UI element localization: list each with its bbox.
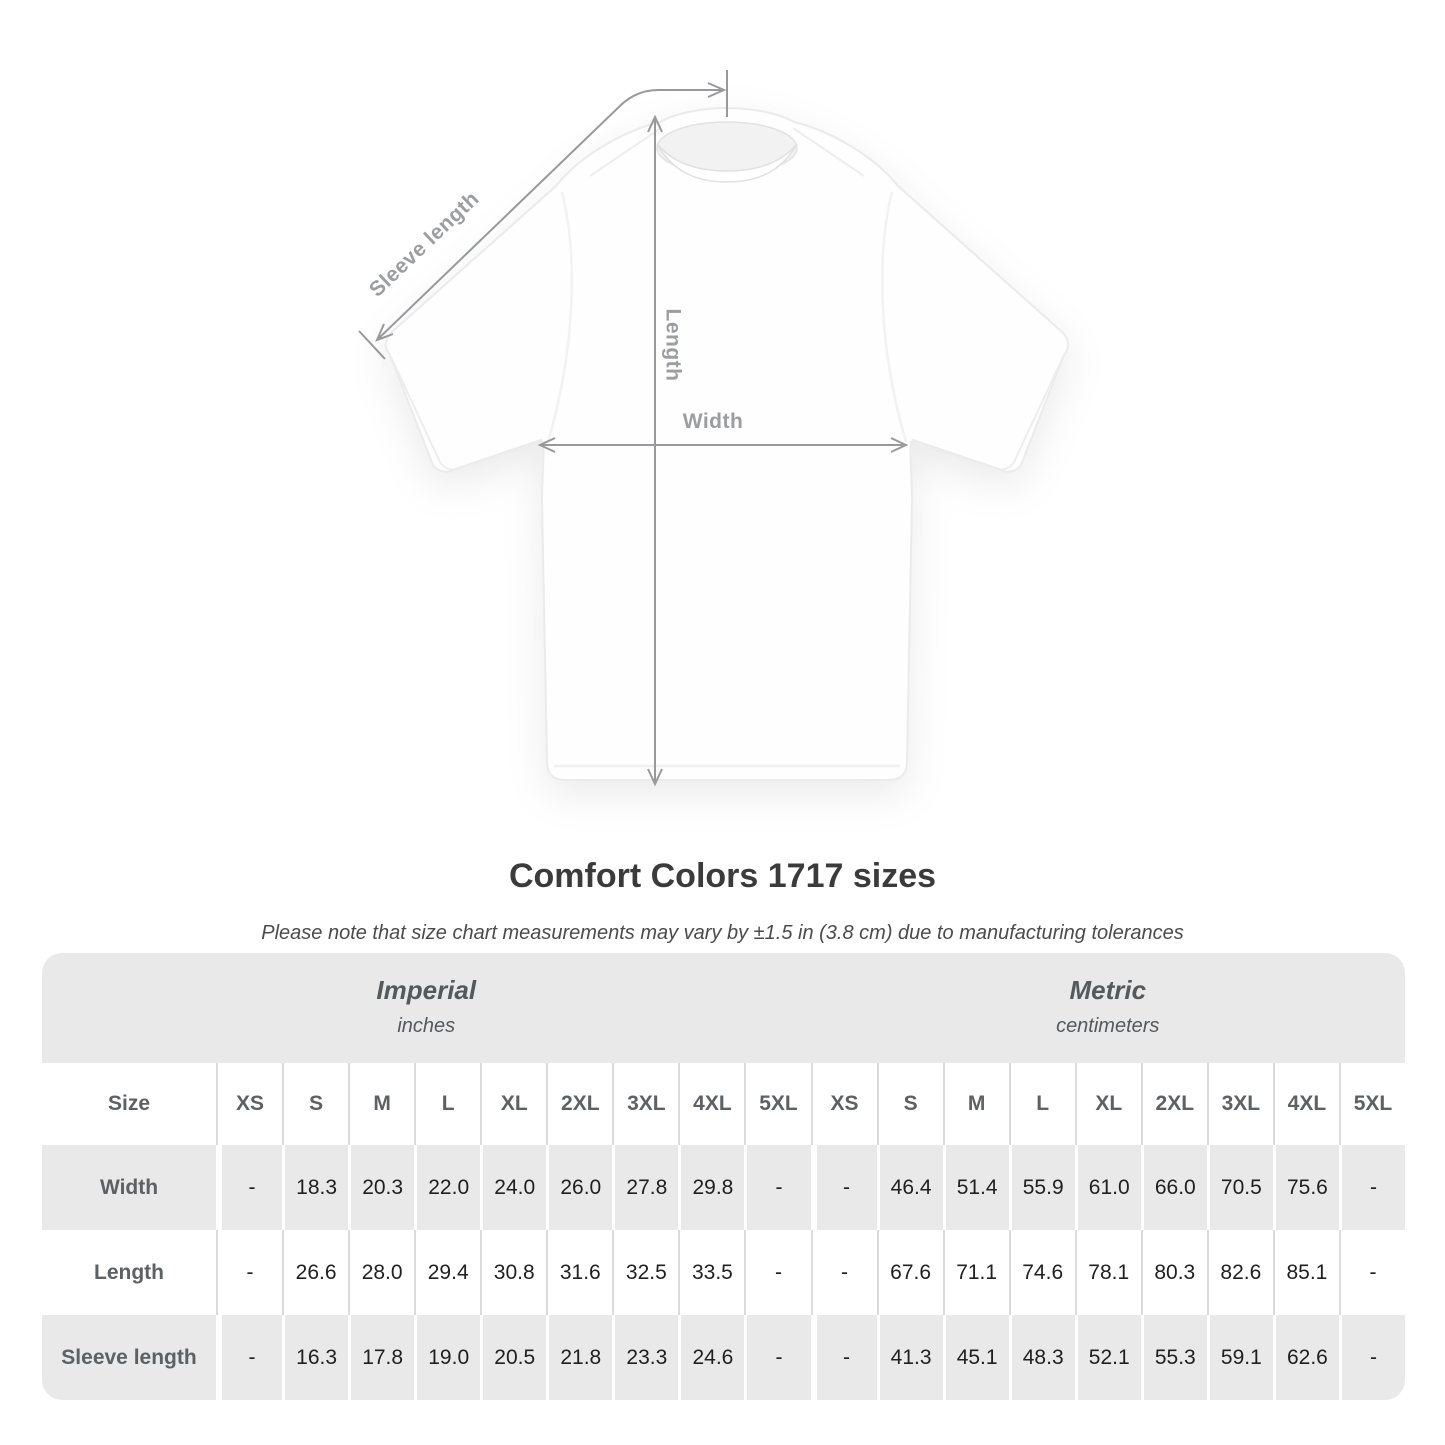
imperial-label: Imperial xyxy=(376,975,477,1005)
size-header-metric-5xl: 5XL xyxy=(1339,1063,1405,1145)
sleeve-imperial-xs: - xyxy=(216,1315,282,1400)
sleeve-metric-2xl: 55.3 xyxy=(1141,1315,1207,1400)
size-header-metric-4xl: 4XL xyxy=(1273,1063,1339,1145)
size-header-imperial-l: L xyxy=(414,1063,480,1145)
length-metric-l: 74.6 xyxy=(1009,1230,1075,1315)
width-metric-m: 51.4 xyxy=(943,1145,1009,1230)
sleeve-imperial-2xl: 21.8 xyxy=(546,1315,612,1400)
size-header-imperial-xs: XS xyxy=(216,1063,282,1145)
sleeve-imperial-m: 17.8 xyxy=(348,1315,414,1400)
sleeve-imperial-xl: 20.5 xyxy=(480,1315,546,1400)
length-imperial-s: 26.6 xyxy=(282,1230,348,1315)
length-imperial-2xl: 31.6 xyxy=(546,1230,612,1315)
width-imperial-m: 20.3 xyxy=(348,1145,414,1230)
sleeve-metric-5xl: - xyxy=(1339,1315,1405,1400)
size-header-imperial-m: M xyxy=(348,1063,414,1145)
width-imperial-xl: 24.0 xyxy=(480,1145,546,1230)
size-header-metric-m: M xyxy=(943,1063,1009,1145)
size-header-imperial-s: S xyxy=(282,1063,348,1145)
length-metric-m: 71.1 xyxy=(943,1230,1009,1315)
length-imperial-m: 28.0 xyxy=(348,1230,414,1315)
width-metric-5xl: - xyxy=(1339,1145,1405,1230)
metric-label: Metric xyxy=(1069,975,1147,1005)
width-metric-s: 46.4 xyxy=(877,1145,943,1230)
size-header-metric-3xl: 3XL xyxy=(1207,1063,1273,1145)
length-metric-s: 67.6 xyxy=(877,1230,943,1315)
size-header-metric-2xl: 2XL xyxy=(1141,1063,1207,1145)
size-header-metric-s: S xyxy=(877,1063,943,1145)
metric-sublabel: centimeters xyxy=(1056,1015,1160,1037)
length-metric-3xl: 82.6 xyxy=(1207,1230,1273,1315)
sleeve-metric-xs: - xyxy=(811,1315,877,1400)
size-header-imperial-3xl: 3XL xyxy=(612,1063,678,1145)
size-header-metric-xl: XL xyxy=(1075,1063,1141,1145)
imperial-sublabel: inches xyxy=(397,1015,456,1037)
size-header-imperial-xl: XL xyxy=(480,1063,546,1145)
width-label: Width xyxy=(682,410,744,433)
width-metric-xl: 61.0 xyxy=(1075,1145,1141,1230)
length-imperial-3xl: 32.5 xyxy=(612,1230,678,1315)
sleeve-imperial-3xl: 23.3 xyxy=(612,1315,678,1400)
sleeve-imperial-4xl: 24.6 xyxy=(678,1315,744,1400)
width-metric-l: 55.9 xyxy=(1009,1145,1075,1230)
row-label-sleeve-length: Sleeve length xyxy=(42,1315,216,1400)
length-label: Length xyxy=(661,308,685,382)
sleeve-imperial-l: 19.0 xyxy=(414,1315,480,1400)
length-metric-xs: - xyxy=(811,1230,877,1315)
sleeve-metric-l: 48.3 xyxy=(1009,1315,1075,1400)
sleeve-metric-4xl: 62.6 xyxy=(1273,1315,1339,1400)
sleeve-length-label: Sleeve length xyxy=(364,187,484,302)
width-imperial-5xl: - xyxy=(744,1145,810,1230)
row-label-length: Length xyxy=(42,1230,216,1315)
sleeve-metric-s: 41.3 xyxy=(877,1315,943,1400)
size-header-imperial-2xl: 2XL xyxy=(546,1063,612,1145)
sleeve-metric-m: 45.1 xyxy=(943,1315,1009,1400)
sleeve-metric-3xl: 59.1 xyxy=(1207,1315,1273,1400)
tolerance-note: Please note that size chart measurements may vary by ±1.5 in (3.8 cm) due to manufacturing tolerances xyxy=(261,922,1184,944)
length-metric-5xl: - xyxy=(1339,1230,1405,1315)
width-metric-xs: - xyxy=(811,1145,877,1230)
sleeve-imperial-s: 16.3 xyxy=(282,1315,348,1400)
length-imperial-xs: - xyxy=(216,1230,282,1315)
width-imperial-3xl: 27.8 xyxy=(612,1145,678,1230)
size-header-imperial-5xl: 5XL xyxy=(744,1063,810,1145)
length-imperial-5xl: - xyxy=(744,1230,810,1315)
width-metric-4xl: 75.6 xyxy=(1273,1145,1339,1230)
unit-group-metric xyxy=(811,953,1406,1063)
size-header-metric-l: L xyxy=(1009,1063,1075,1145)
length-imperial-l: 29.4 xyxy=(414,1230,480,1315)
size-chart-table xyxy=(42,953,1405,1400)
size-column-header: Size xyxy=(42,1063,216,1145)
size-header-metric-xs: XS xyxy=(811,1063,877,1145)
page-title: Comfort Colors 1717 sizes xyxy=(508,857,937,895)
length-imperial-4xl: 33.5 xyxy=(678,1230,744,1315)
size-header-imperial-4xl: 4XL xyxy=(678,1063,744,1145)
sleeve-metric-xl: 52.1 xyxy=(1075,1315,1141,1400)
length-metric-2xl: 80.3 xyxy=(1141,1230,1207,1315)
width-imperial-2xl: 26.0 xyxy=(546,1145,612,1230)
width-imperial-4xl: 29.8 xyxy=(678,1145,744,1230)
width-metric-2xl: 66.0 xyxy=(1141,1145,1207,1230)
sleeve-imperial-5xl: - xyxy=(744,1315,810,1400)
row-label-width: Width xyxy=(42,1145,216,1230)
width-metric-3xl: 70.5 xyxy=(1207,1145,1273,1230)
length-metric-xl: 78.1 xyxy=(1075,1230,1141,1315)
unit-group-imperial xyxy=(42,953,811,1063)
length-imperial-xl: 30.8 xyxy=(480,1230,546,1315)
length-metric-4xl: 85.1 xyxy=(1273,1230,1339,1315)
width-imperial-l: 22.0 xyxy=(414,1145,480,1230)
width-imperial-xs: - xyxy=(216,1145,282,1230)
width-imperial-s: 18.3 xyxy=(282,1145,348,1230)
